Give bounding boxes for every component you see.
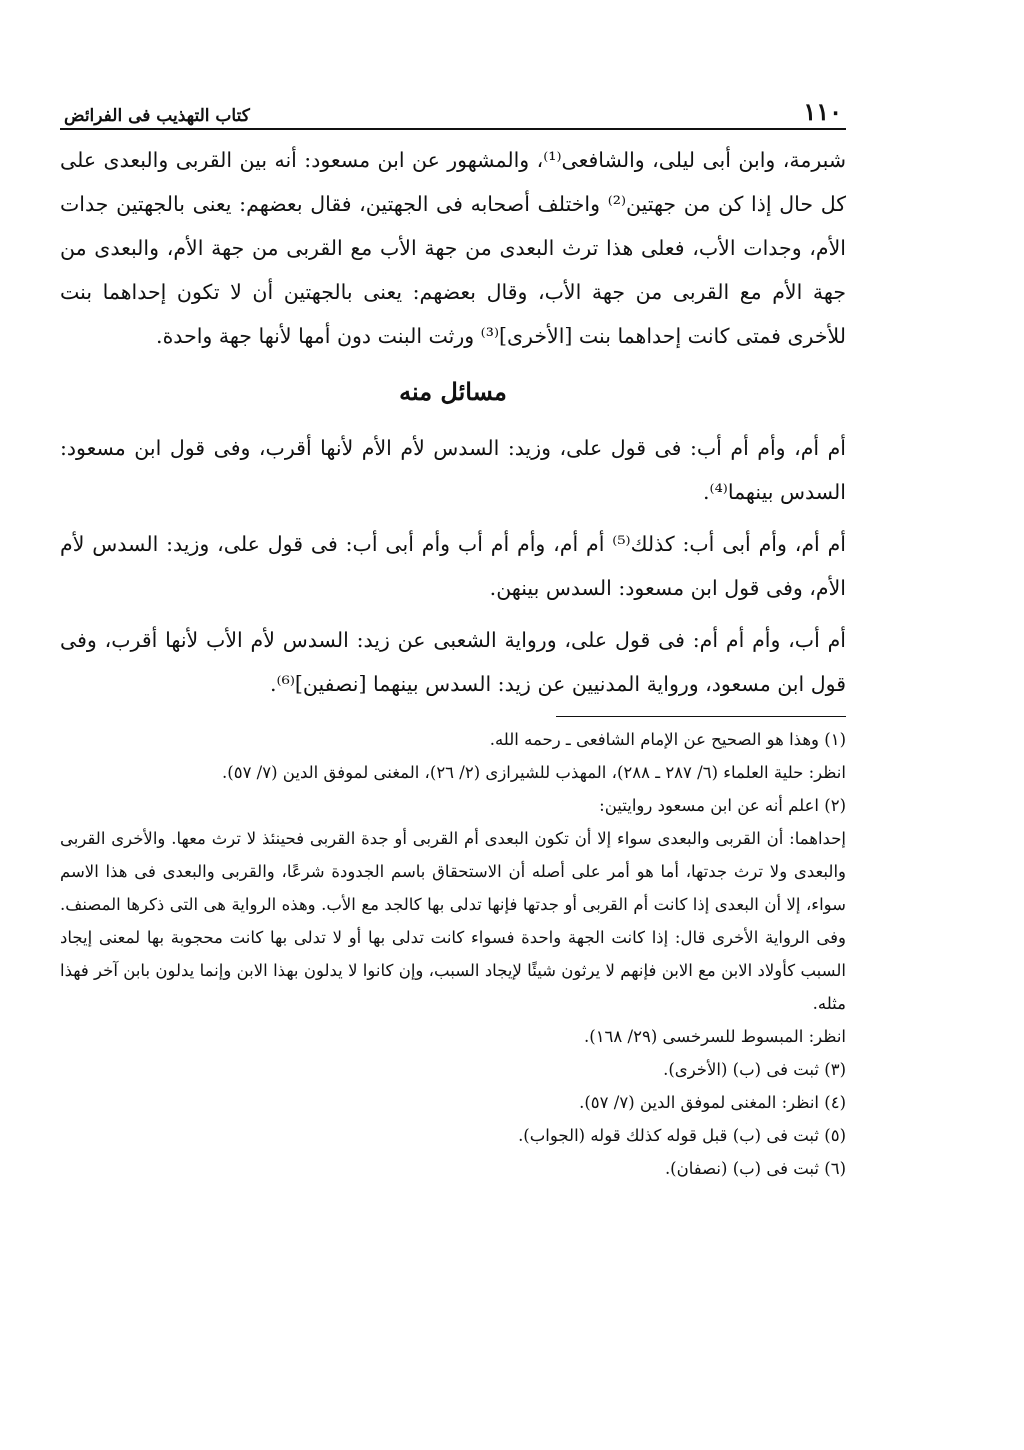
footnote-5: (٥) ثبت فى (ب) قبل قوله كذلك قوله (الجواب). <box>518 1126 846 1145</box>
footnote-2: (٢) اعلم أنه عن ابن مسعود روايتين: <box>599 796 846 815</box>
page-number: ١١٠ <box>803 97 842 126</box>
footnote-1: (١) وهذا هو الصحيح عن الإمام الشافعى ـ رحمه الله. <box>489 730 846 749</box>
footnote-2-body: إحداهما: أن القربى والبعدى سواء إلا أن تكون البعدى أم القربى أو جدة القربى فحينئذ لا ترث معها. والأخرى القربى والبعدى ولا ترث جدتها، أما هو أمر على أصله أن الاستحقاق باسم الجدودة شرعًا، والقربى والبعدى فى هذا الاسم سواء، إلا أن البعدى إذا كانت أم القربى أو جدتها فإنها تدلى بها كالجد مع الأب. وهذه الرواية هى التى ذكرها المصنف. وفى الرواية الأخرى قال: إذا كانت الجهة واحدة فسواء كانت تدلى بها أو لا تدلى بها كانت محجوبة بها لمعنى إيجاد السبب كأولاد الابن مع الابن فإنهم لا يرثون شيئًا لإيجاد السبب، وإن كانوا لا يدلون بهذا الابن وإنما يدلون بابن آخر فهذا مثله. <box>60 829 846 1013</box>
paragraph: شبرمة، وابن أبى ليلى، والشافعى⁽¹⁾، والمشهور عن ابن مسعود: أنه بين القربى والبعدى على كل حال إذا كن من جهتين⁽²⁾ واختلف أصحابه فى الجهتين، فقال بعضهم: يعنى بالجهتين جدات الأم، وجدات الأب، فعلى هذا ترث البعدى من جهة الأب مع القربى من جهة الأم، والبعدى من جهة الأم مع القربى من جهة الأب، وقال بعضهم: يعنى بالجهتين أن لا تكون إحداهما بنت للأخرى فمتى كانت إحداهما بنت [الأخرى]⁽³⁾ ورثت البنت دون أمها لأنها جهة واحدة. <box>60 148 846 348</box>
footnote-4: (٤) انظر: المغنى لموفق الدين (٧/ ٥٧). <box>579 1093 846 1112</box>
footnote-divider <box>556 716 846 717</box>
page-header <box>60 90 846 130</box>
book-title: كتاب التهذيب فى الفرائض <box>64 106 250 126</box>
footnote-2-reference: انظر: المبسوط للسرخسى (٢٩/ ١٦٨). <box>584 1027 846 1046</box>
footnote-3: (٣) ثبت فى (ب) (الأخرى). <box>663 1060 846 1079</box>
issue-paragraph: أم أم، وأم أبى أب: كذلك⁽⁵⁾ أم أم، وأم أم أب وأم أبى أب: فى قول على، وزيد: السدس لأم الأم، وفى قول ابن مسعود: السدس بينهن. <box>60 532 846 600</box>
book-page <box>60 90 846 1185</box>
issue-paragraph: أم أب، وأم أم أم: فى قول على، ورواية الشعبى عن زيد: السدس لأم الأب لأنها أقرب، وفى قول ابن مسعود، ورواية المدنيين عن زيد: السدس بينهما [نصفين]⁽⁶⁾. <box>60 628 846 696</box>
main-text <box>60 138 846 358</box>
footnotes <box>60 723 846 1185</box>
footnote-1-reference: انظر: حلية العلماء (٦/ ٢٨٧ ـ ٢٨٨)، المهذب للشيرازى (٢/ ٢٦)، المغنى لموفق الدين (٧/ ٥٧). <box>222 763 846 782</box>
section-heading: مسائل منه <box>399 377 507 406</box>
issue-paragraph: أم أم، وأم أم أب: فى قول على، وزيد: السدس لأم الأم لأنها أقرب، وفى قول ابن مسعود: السدس بينهما⁽⁴⁾. <box>60 436 846 504</box>
footnote-6: (٦) ثبت فى (ب) (نصفان). <box>664 1159 846 1178</box>
